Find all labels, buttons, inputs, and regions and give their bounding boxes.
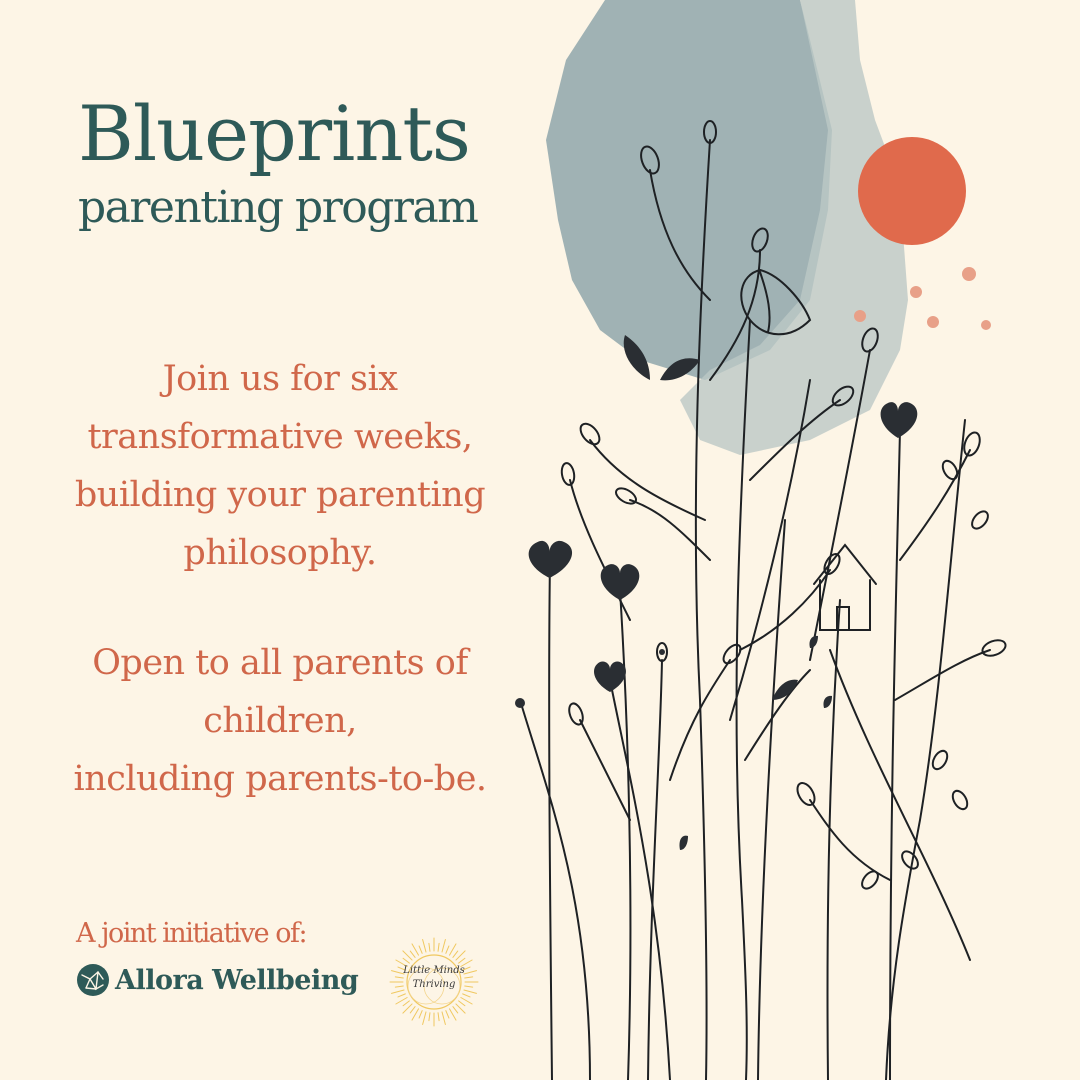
- description-line: Join us for six: [162, 359, 398, 399]
- botanical-illustration: [510, 0, 1080, 1080]
- description-line: transformative weeks,: [87, 417, 473, 457]
- eligibility-line: children,: [203, 701, 357, 741]
- description-line: philosophy.: [183, 533, 377, 573]
- page-subtitle: parenting program: [78, 182, 478, 233]
- little-minds-thriving-logo: [388, 936, 480, 1028]
- description-line: building your parenting: [74, 475, 486, 515]
- partner-name: Allora Wellbeing: [115, 964, 359, 996]
- description-paragraph: [40, 350, 520, 582]
- partner-name-line: Thriving: [412, 979, 456, 990]
- allora-wellbeing-logo: [76, 963, 358, 997]
- eligibility-line: including parents-to-be.: [73, 759, 487, 799]
- allora-logo-icon: [76, 963, 110, 997]
- initiative-label: A joint initiative of:: [76, 918, 307, 949]
- partner-name-line: Little Minds: [403, 965, 465, 976]
- page-title: Blueprints: [78, 89, 470, 178]
- eligibility-line: Open to all parents of: [92, 643, 468, 683]
- eligibility-paragraph: [40, 634, 520, 808]
